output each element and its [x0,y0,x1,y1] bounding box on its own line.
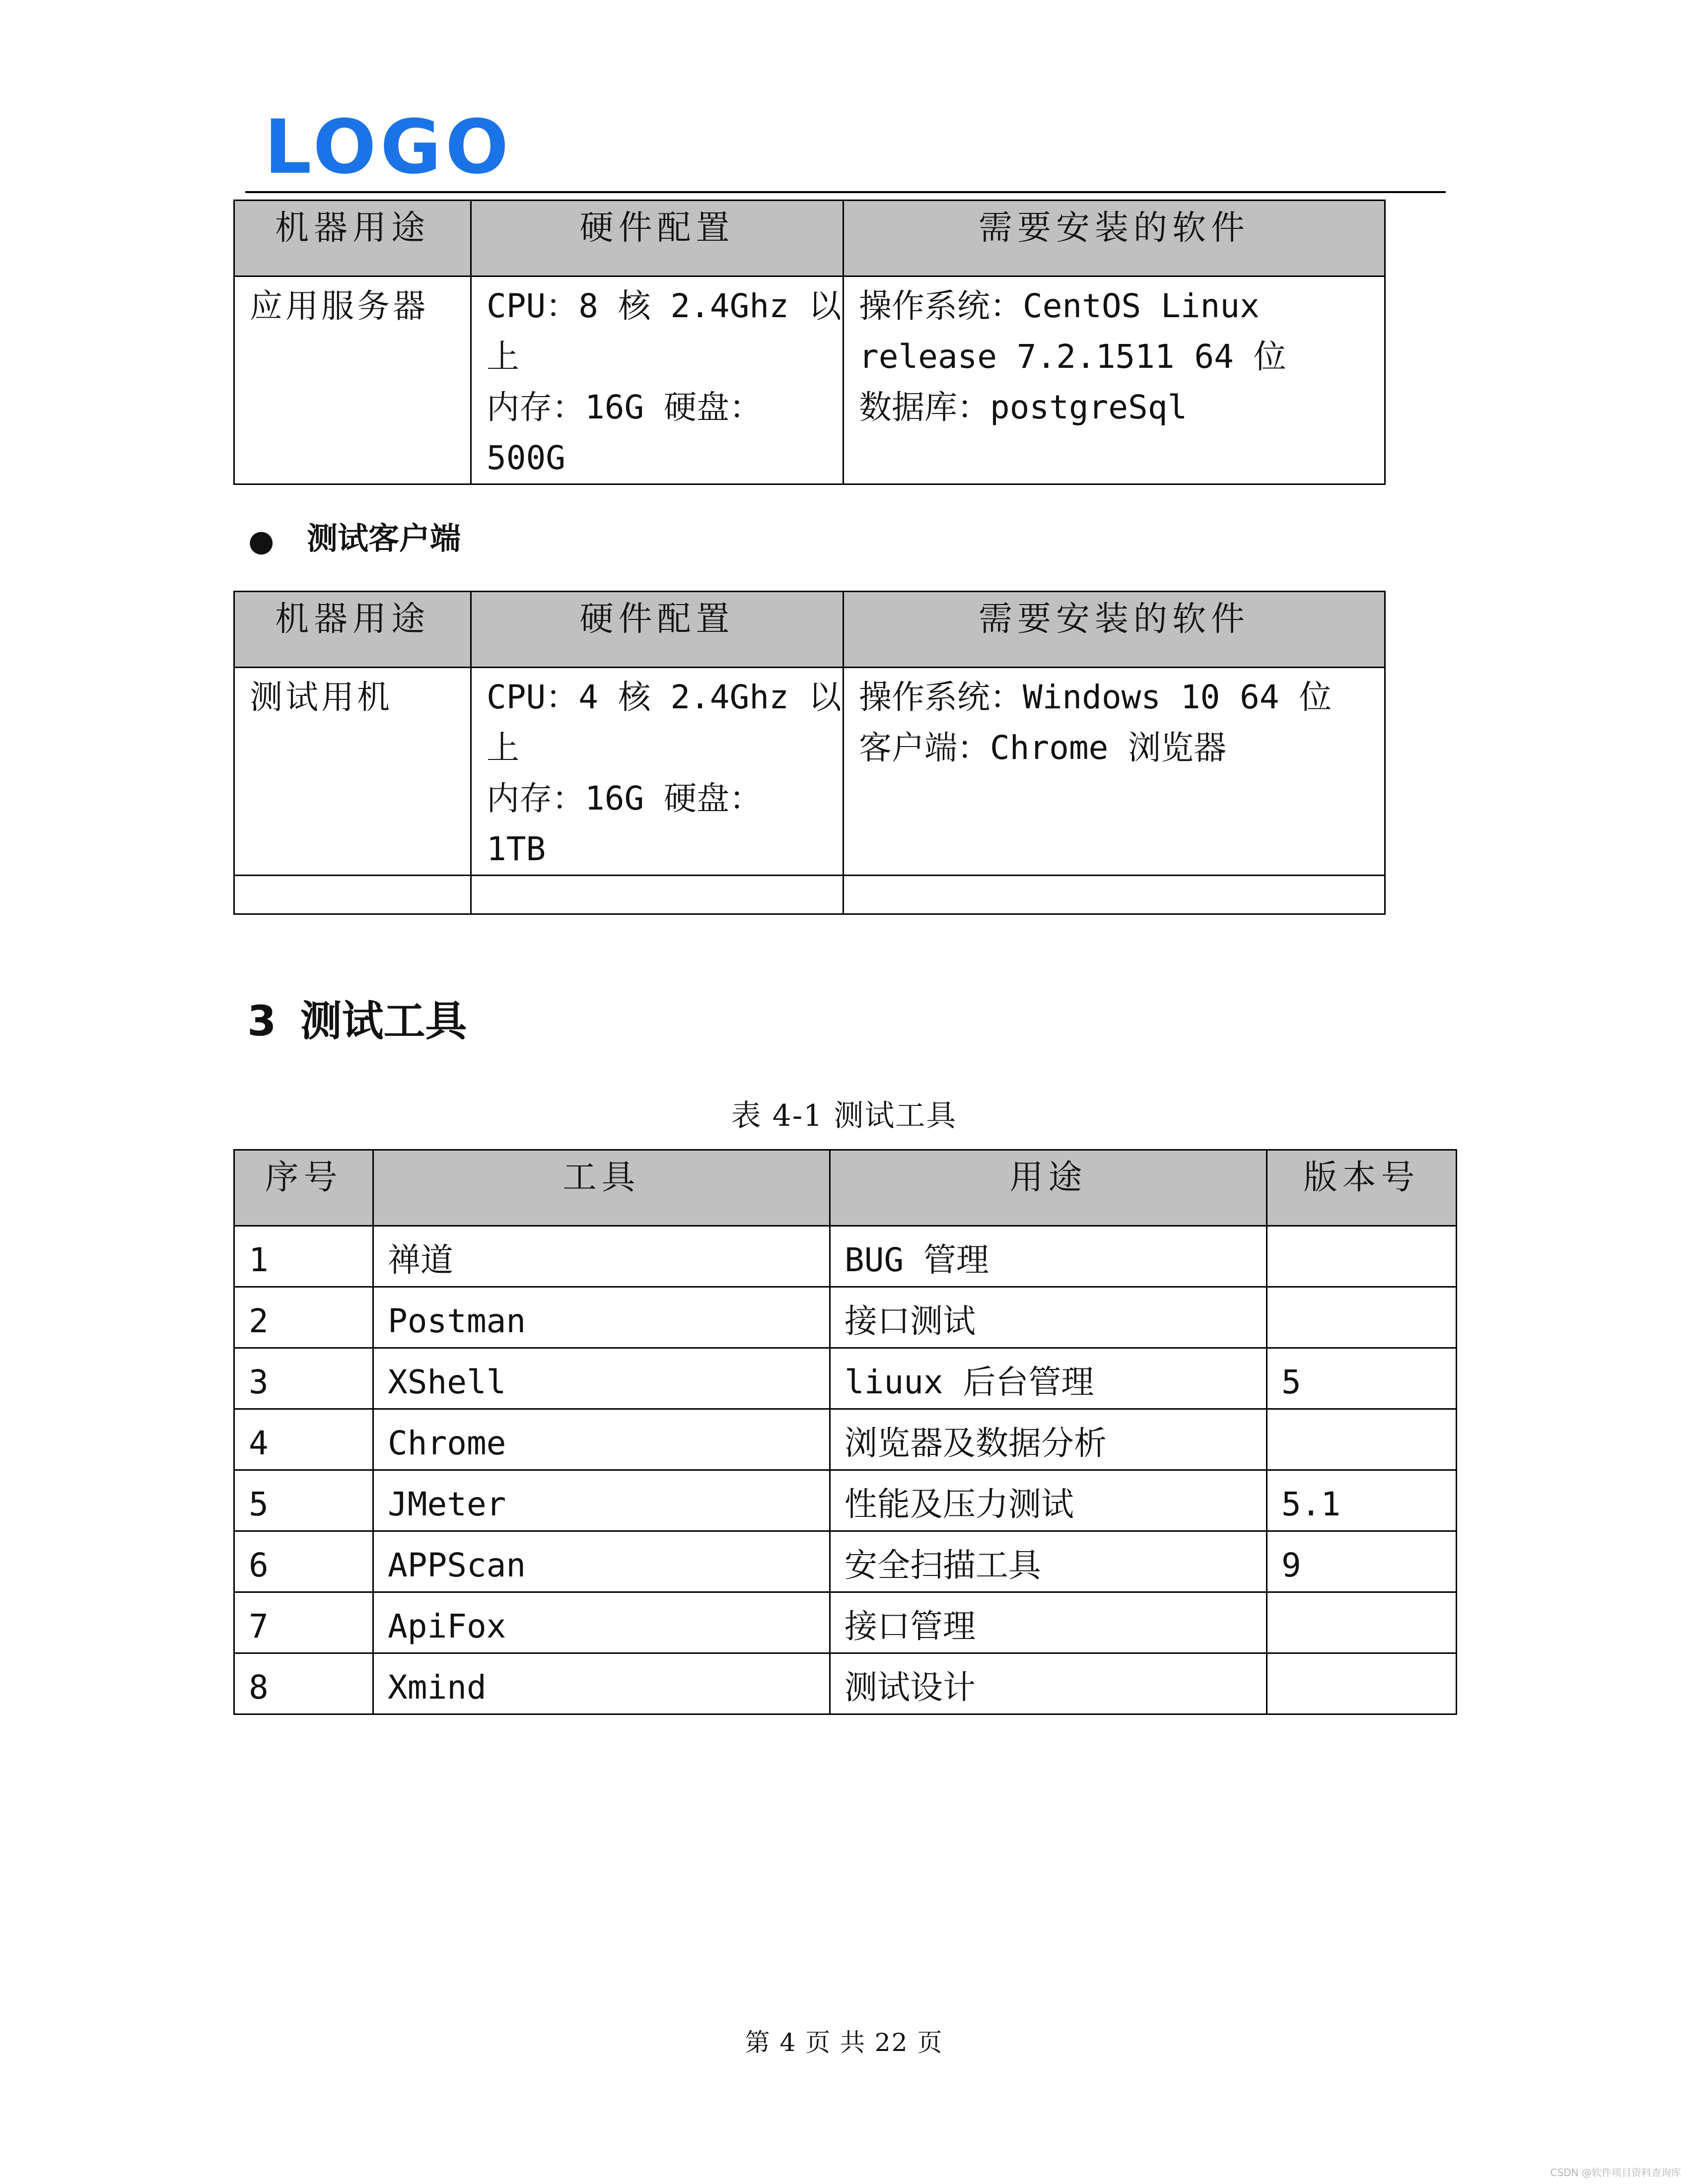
column-header: 用途 [830,1150,1267,1226]
tool-name: XShell [388,1363,506,1401]
tool-version: 5.1 [1281,1485,1341,1523]
software-line: 数据库：postgreSql [859,388,1188,426]
column-header: 序号 [234,1150,373,1226]
tool-version [1267,1227,1456,1235]
table-row [234,276,1385,484]
row-number: 7 [249,1607,269,1645]
software-line: 客户端：Chrome 浏览器 [859,729,1227,767]
bullet-dot-icon: ● [248,524,275,558]
hardware-line: CPU：8 核 2.4Ghz 以 [487,287,842,325]
column-header: 需要安装的软件 [844,592,1385,668]
row-number: 5 [249,1485,269,1523]
tool-use: 接口管理 [844,1607,976,1645]
test-tools-table [233,1149,1457,1715]
table-header-row [234,201,1385,276]
bullet-heading: 测试客户端 [307,520,461,556]
tool-use: 性能及压力测试 [844,1485,1074,1523]
table-row [234,668,1385,876]
row-number: 3 [249,1363,269,1401]
section-heading [247,988,467,1048]
company-logo: LOGO [264,104,513,191]
hardware-line: 内存：16G 硬盘： [487,388,762,426]
tool-use: BUG 管理 [844,1241,989,1279]
tool-version [1267,1654,1456,1663]
row-number: 8 [249,1668,269,1706]
machine-purpose: 应用服务器 [250,287,428,325]
hardware-line: 500G [487,439,565,477]
tool-name: Xmind [388,1668,487,1706]
tool-use: 接口测试 [844,1302,976,1340]
tool-use: 浏览器及数据分析 [844,1424,1107,1462]
tool-use: 测试设计 [844,1668,976,1706]
machine-purpose: 测试用机 [250,678,393,716]
table-row [234,1348,1457,1409]
tool-use: liuux 后台管理 [844,1363,1094,1401]
tool-version: 9 [1281,1546,1301,1584]
tool-version [1267,1288,1456,1297]
software-line: 操作系统：CentOS Linux [859,287,1260,325]
column-header: 硬件配置 [471,592,844,668]
watermark: CSDN @软件项目资料查询库 [1550,2167,1681,2179]
column-header: 机器用途 [234,201,471,276]
tool-use: 安全扫描工具 [844,1546,1041,1584]
table-row [234,1470,1457,1531]
table-row [234,1287,1457,1348]
table-caption: 表 4-1 测试工具 [731,1098,957,1133]
software-line: 操作系统：Windows 10 64 位 [859,678,1332,716]
column-header: 硬件配置 [471,201,844,276]
server-config-table [233,200,1386,485]
tool-name: APPScan [388,1546,526,1584]
table-row [234,1592,1457,1653]
table-row [234,1653,1457,1714]
tool-name: Postman [388,1302,526,1340]
tool-version: 5 [1281,1363,1301,1401]
tool-name: ApiFox [388,1607,506,1645]
hardware-line: 上 [487,338,519,376]
software-line: release 7.2.1511 64 位 [859,338,1286,376]
section-number: 3 [247,997,277,1045]
row-number: 6 [249,1546,269,1584]
table-row [234,1531,1457,1592]
table-header-row [234,1150,1457,1226]
tool-name: 禅道 [388,1241,453,1279]
column-header: 需要安装的软件 [844,201,1385,276]
row-number: 1 [249,1241,269,1279]
tool-name: JMeter [388,1485,506,1523]
row-number: 2 [249,1302,269,1340]
row-number: 4 [249,1424,269,1462]
tool-version [1267,1410,1456,1419]
table-header-row [234,592,1385,668]
hardware-line: CPU：4 核 2.4Ghz 以 [487,678,842,716]
table-row [234,1226,1457,1287]
table-row [234,1409,1457,1470]
hardware-line: 上 [487,729,519,767]
column-header: 版本号 [1267,1150,1457,1226]
column-header: 工具 [373,1150,830,1226]
section-title: 测试工具 [300,997,467,1045]
page-footer: 第 4 页 共 22 页 [745,2028,943,2057]
client-config-table [233,591,1386,915]
tool-version [1267,1593,1456,1602]
column-header: 机器用途 [234,592,471,668]
hardware-line: 1TB [487,830,546,868]
tool-name: Chrome [388,1424,506,1462]
header-divider [245,191,1446,193]
hardware-line: 内存：16G 硬盘： [487,779,762,818]
table-row-empty [234,876,1385,914]
